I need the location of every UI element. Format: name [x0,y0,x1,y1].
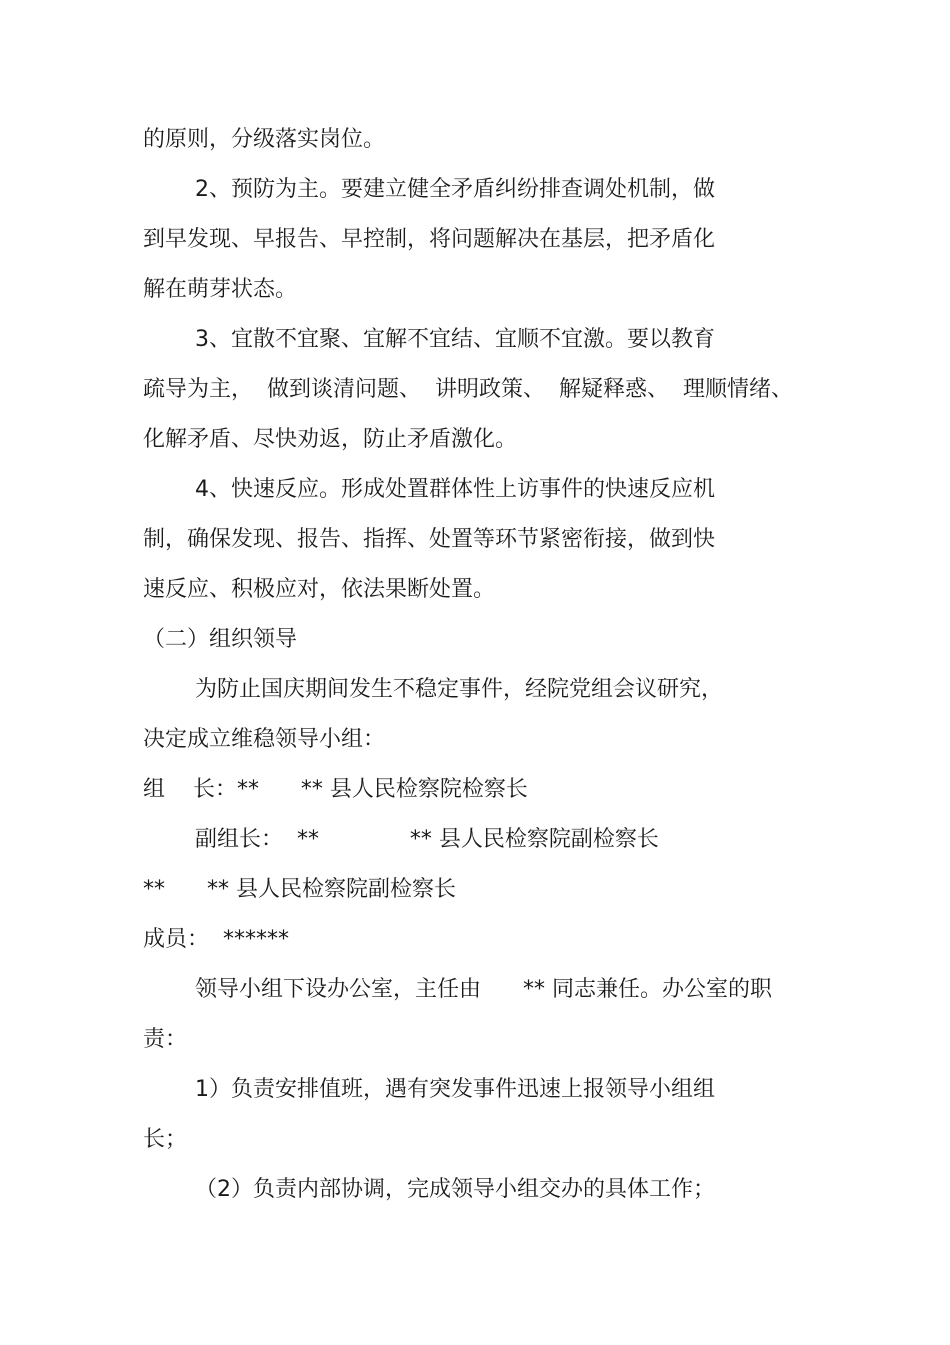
text-line-12: 为防止国庆期间发生不稳定事件，经院党组会议研究， [195,677,724,702]
text-line-13: 决定成立维稳领导小组： [143,727,386,752]
duty-item-2: （2）负责内部协调，完成领导小组交办的具体工作； [195,1177,715,1202]
text-line-7: 化解矛盾、尽快劝返，防止矛盾激化。 [143,427,518,452]
text-line-8: 4、快速反应。形成处置群体性上访事件的快速反应机 [195,477,715,502]
text-line-3: 到早发现、早报告、早控制，将问题解决在基层，把矛盾化 [143,227,716,252]
text-line-4: 解在萌芽状态。 [143,277,298,302]
text-line-19: 责： [143,1027,188,1052]
duty-item-1-cont: 长； [143,1127,188,1152]
text-line-10: 速反应、积极应对，依法果断处置。 [143,577,496,602]
text-line-5: 3、宜散不宜聚、宜解不宜结、宜顺不宜激。要以教育 [195,327,715,352]
members-line: 成员： ****** [143,927,289,952]
section-heading: （二）组织领导 [143,627,298,652]
duty-item-1: 1）负责安排值班，遇有突发事件迅速上报领导小组组 [195,1077,715,1102]
text-line-18: 领导小组下设办公室，主任由 ** 同志兼任。办公室的职 [195,977,772,1002]
text-line-2: 2、预防为主。要建立健全矛盾纠纷排查调处机制，做 [195,177,715,202]
group-leader-line: 组 长：** ** 县人民检察院检察长 [143,777,528,802]
text-line-6: 疏导为主， 做到谈清问题、 讲明政策、 解疑释惑、 理顺情绪、 [143,377,793,402]
deputy-leader-line-2: ** ** 县人民检察院副检察长 [143,877,456,902]
deputy-leader-line: 副组长： ** ** 县人民检察院副检察长 [195,827,659,852]
text-line-9: 制，确保发现、报告、指挥、处置等环节紧密衔接，做到快 [143,527,716,552]
text-line-1: 的原则，分级落实岗位。 [143,127,386,152]
